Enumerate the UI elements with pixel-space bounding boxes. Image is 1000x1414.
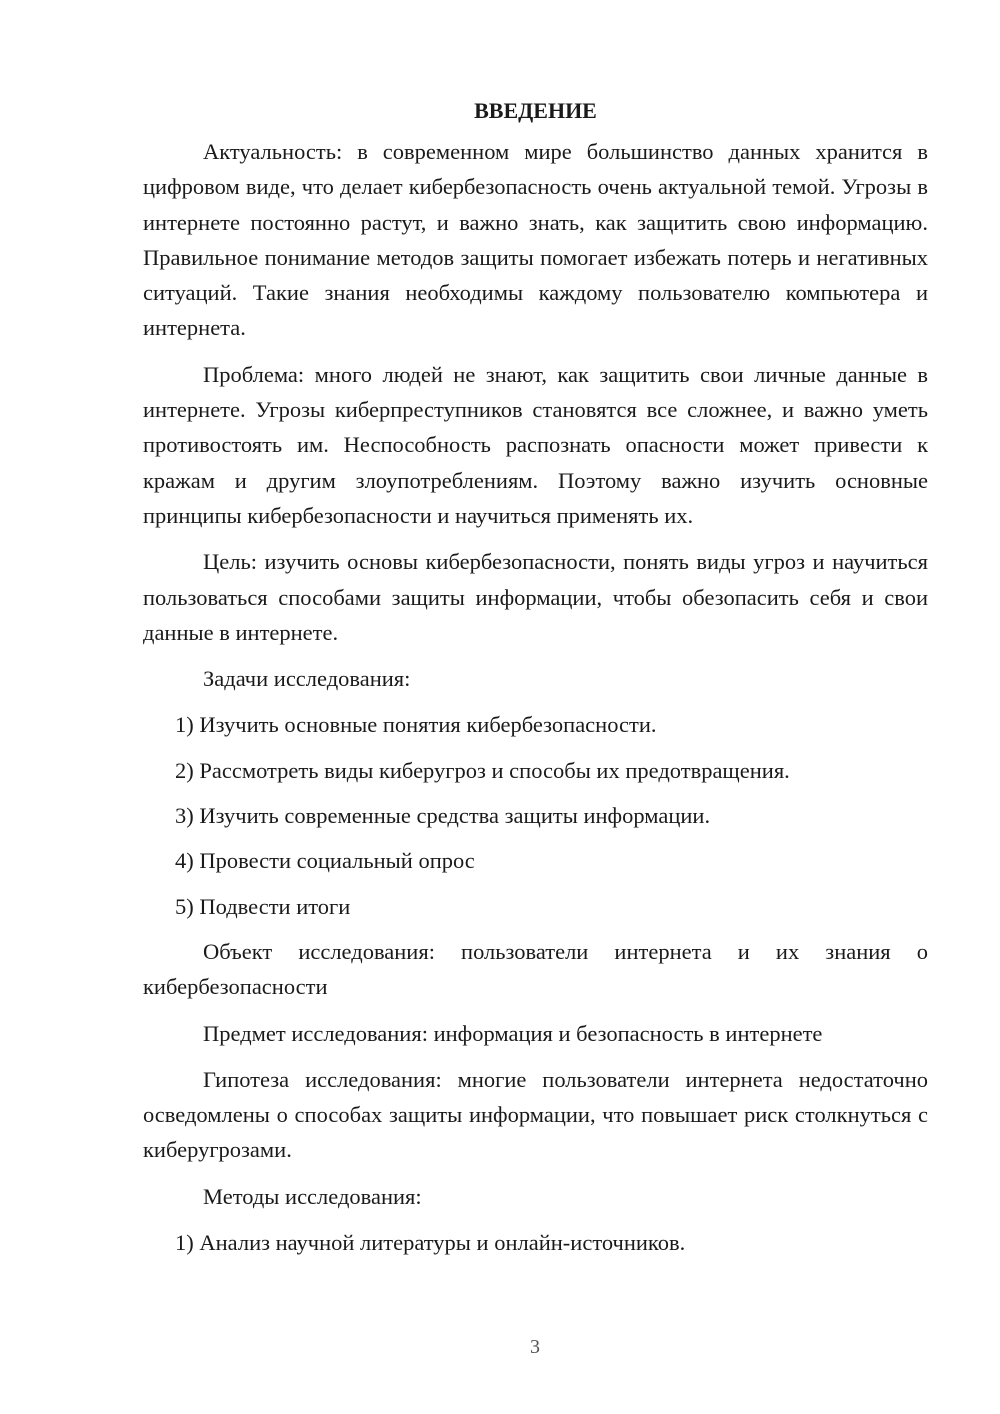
section-title: ВВЕДЕНИЕ	[474, 98, 597, 123]
page-number: 3	[530, 1336, 540, 1358]
task-item: 4) Провести социальный опрос	[175, 848, 475, 874]
relevance-paragraph: Актуальность: в современном мире большинство данных хранится в цифровом виде, что делает кибербезопасность очень актуальной темой. Угрозы в интернете постоянно растут, и важно знать, как защитить свою информацию. Правильное понимание методов защиты помогает избежать потерь и негативных ситуаций. Такие знания необходимы каждому пользователю компьютера и интернета.	[143, 139, 928, 341]
subject-paragraph: Предмет исследования: информация и безопасность в интернете	[203, 1020, 823, 1046]
methods-heading: Методы исследования:	[203, 1183, 422, 1209]
task-item: 2) Рассмотреть виды киберугроз и способы их предотвращения.	[175, 757, 790, 783]
tasks-heading: Задачи исследования:	[203, 666, 411, 692]
page-content	[143, 96, 928, 1270]
hypothesis-paragraph: Гипотеза исследования: многие пользователи интернета недостаточно осведомлены о способах защиты информации, что повышает риск столкнуться с киберугрозами.	[143, 1066, 928, 1163]
object-paragraph: Объект исследования: пользователи интернета и их знания о кибербезопасности	[143, 938, 928, 1000]
method-item: 1) Анализ научной литературы и онлайн-источников.	[175, 1230, 686, 1256]
task-item: 1) Изучить основные понятия кибербезопасности.	[175, 712, 657, 738]
task-item: 5) Подвести итоги	[175, 893, 351, 919]
problem-paragraph: Проблема: много людей не знают, как защитить свои личные данные в интернете. Угрозы киберпреступников становятся все сложнее, и важно уметь противостоять им. Неспособность распознать опасности может привести к кражам и другим злоупотреблениям. Поэтому важно изучить основные принципы кибербезопасности и научиться применять их.	[143, 361, 928, 528]
task-item: 3) Изучить современные средства защиты информации.	[175, 803, 711, 829]
goal-paragraph: Цель: изучить основы кибербезопасности, понять виды угроз и научиться пользоваться способами защиты информации, чтобы обезопасить себя и свои данные в интернете.	[143, 549, 928, 645]
